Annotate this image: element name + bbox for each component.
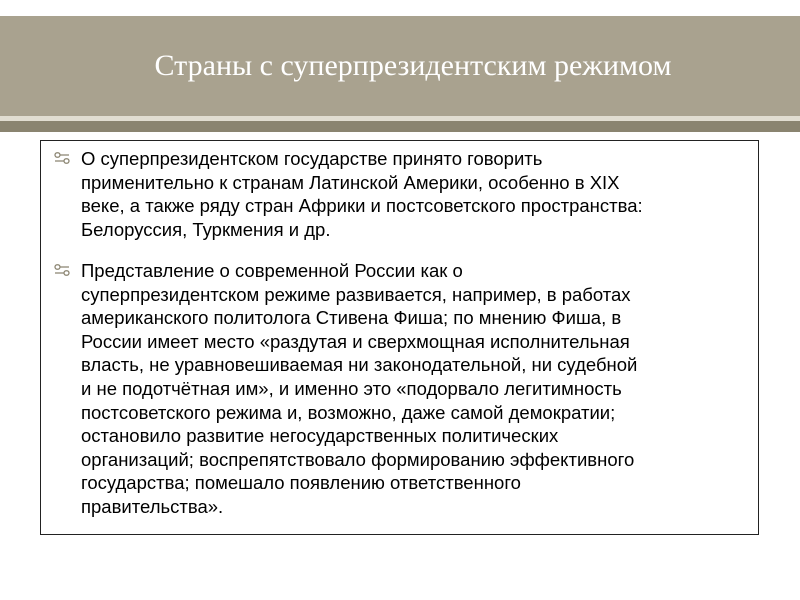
- bullet-line: американского политолога Стивена Фиша; по мнению Фиша, в: [81, 307, 622, 329]
- bullet-line: правительства».: [81, 495, 224, 517]
- bullet-line: суперпрезидентском режиме развивается, например, в работах: [81, 283, 631, 305]
- bullet-line: применительно к странам Латинской Америки, особенно в XIX: [81, 171, 620, 193]
- bullet-line: и не подотчётная им», и именно это «подорвало легитимность: [81, 377, 622, 399]
- bullet-line: государства; помешало появлению ответственного: [81, 472, 521, 494]
- bullet-line: власть, не уравновешиваемая ни законодательной, ни судебной: [81, 354, 638, 376]
- bullet-line: веке, а также ряду стран Африки и постсоветского пространства:: [81, 195, 643, 217]
- bullet-text: [81, 147, 753, 241]
- slide-title: Страны с суперпрезидентским режимом: [154, 49, 672, 82]
- title-underline-dark: [0, 121, 800, 132]
- bullet-line: О суперпрезидентском государстве принято говорить: [81, 148, 543, 169]
- bullet-item: [53, 259, 753, 519]
- content-box: [40, 140, 759, 535]
- bullet-line: постсоветского режима и, возможно, даже самой демократии;: [81, 401, 616, 423]
- bullet-line: Белоруссия, Туркмения и др.: [81, 218, 331, 240]
- bullet-item: [53, 147, 753, 241]
- bullet-line: остановило развитие негосударственных политических: [81, 425, 559, 447]
- curl-bullet-icon: [53, 151, 71, 165]
- curl-bullet-icon: [53, 263, 71, 277]
- bullet-text: [81, 259, 753, 519]
- title-band: [0, 16, 800, 116]
- bullet-line: организаций; воспрепятствовало формированию эффективного: [81, 448, 635, 470]
- bullet-line: Представление о современной России как о: [81, 260, 463, 281]
- bullet-line: России имеет место «раздутая и сверхмощная исполнительная: [81, 330, 630, 352]
